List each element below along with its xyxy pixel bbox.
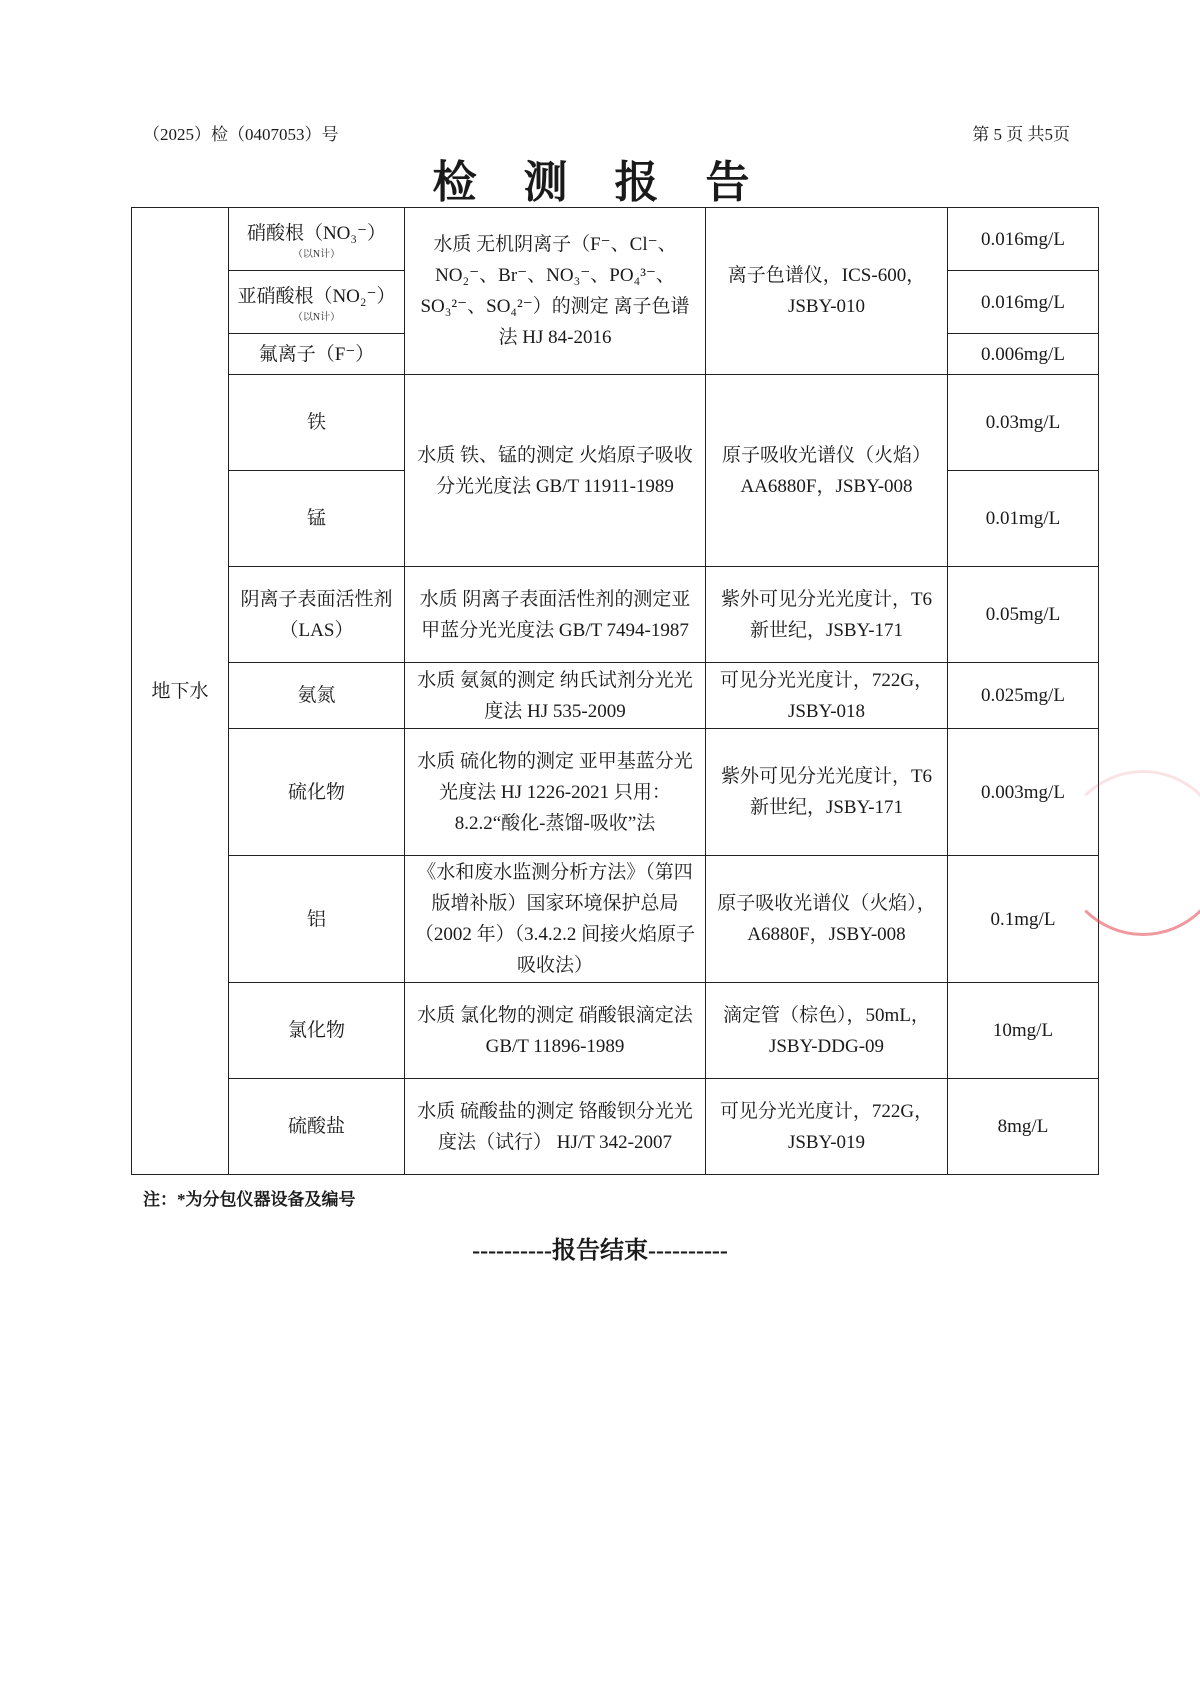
- table-row: [132, 1079, 1099, 1175]
- item-cell: 硫酸盐: [229, 1079, 405, 1175]
- item-cell: 铁: [229, 375, 405, 471]
- category-cell: 地下水: [132, 208, 229, 1175]
- limit-cell: 10mg/L: [948, 983, 1099, 1079]
- instrument-cell: 紫外可见分光光度计，T6 新世纪，JSBY-171: [706, 729, 948, 856]
- item-sub-note: （以N计）: [292, 311, 341, 323]
- table-row: [132, 567, 1099, 663]
- limit-cell: 8mg/L: [948, 1079, 1099, 1175]
- method-cell: 水质 铁、锰的测定 火焰原子吸收分光光度法 GB/T 11911-1989: [405, 375, 706, 567]
- instrument-cell: 原子吸收光谱仪（火焰），A6880F，JSBY-008: [706, 856, 948, 983]
- results-table: [131, 207, 1099, 1175]
- instrument-cell: 离子色谱仪，ICS-600，JSBY-010: [706, 208, 948, 375]
- method-cell: 水质 无机阴离子（F⁻、Cl⁻、NO₂⁻、Br⁻、NO₃⁻、PO₄³⁻、SO₃²⁻、SO₄²⁻）的测定 离子色谱法 HJ 84-2016: [405, 208, 706, 375]
- instrument-cell: 可见分光光度计，722G，JSBY-018: [706, 663, 948, 729]
- limit-cell: 0.016mg/L: [948, 208, 1099, 271]
- method-cell: 水质 氨氮的测定 纳氏试剂分光光度法 HJ 535-2009: [405, 663, 706, 729]
- report-end-marker: ----------报告结束----------: [472, 1238, 728, 1264]
- item-cell: 锰: [229, 471, 405, 567]
- method-cell: 水质 硫化物的测定 亚甲基蓝分光光度法 HJ 1226-2021 只用：8.2.2“酸化-蒸馏-吸收”法: [405, 729, 706, 856]
- item-cell: 铝: [229, 856, 405, 983]
- item-sub-note: （以N计）: [292, 248, 341, 260]
- instrument-cell: 紫外可见分光光度计，T6 新世纪，JSBY-171: [706, 567, 948, 663]
- limit-cell: 0.1mg/L: [948, 856, 1099, 983]
- limit-cell: 0.025mg/L: [948, 663, 1099, 729]
- item-cell: 氯化物: [229, 983, 405, 1079]
- instrument-cell: 原子吸收光谱仪（火焰）AA6880F，JSBY-008: [706, 375, 948, 567]
- table-row: [132, 856, 1099, 983]
- item-cell: [229, 208, 405, 271]
- limit-cell: 0.03mg/L: [948, 375, 1099, 471]
- item-cell: 阴离子表面活性剂（LAS）: [229, 567, 405, 663]
- item-cell: 硫化物: [229, 729, 405, 856]
- limit-cell: 0.05mg/L: [948, 567, 1099, 663]
- method-cell: 水质 硫酸盐的测定 铬酸钡分光光度法（试行） HJ/T 342-2007: [405, 1079, 706, 1175]
- method-cell: 水质 氯化物的测定 硝酸银滴定法 GB/T 11896-1989: [405, 983, 706, 1079]
- item-name: 亚硝酸根（NO₂⁻）: [237, 285, 396, 307]
- page-info: 第 5 页 共5页: [972, 125, 1070, 144]
- item-cell: [229, 271, 405, 334]
- limit-cell: 0.003mg/L: [948, 729, 1099, 856]
- table-row: [132, 375, 1099, 471]
- table-row: [132, 729, 1099, 856]
- report-number: （2025）检（0407053）号: [143, 125, 339, 144]
- footnote: 注：*为分包仪器设备及编号: [143, 1190, 356, 1209]
- item-name: 硝酸根（NO₃⁻）: [246, 222, 387, 244]
- instrument-cell: 可见分光光度计，722G，JSBY-019: [706, 1079, 948, 1175]
- item-cell: 氟离子（F⁻）: [229, 334, 405, 375]
- limit-cell: 0.01mg/L: [948, 471, 1099, 567]
- instrument-cell: 滴定管（棕色），50mL，JSBY-DDG-09: [706, 983, 948, 1079]
- limit-cell: 0.006mg/L: [948, 334, 1099, 375]
- page-title: 检 测 报 告: [432, 158, 768, 207]
- item-cell: 氨氮: [229, 663, 405, 729]
- method-cell: 水质 阴离子表面活性剂的测定亚甲蓝分光光度法 GB/T 7494-1987: [405, 567, 706, 663]
- table-row: [132, 983, 1099, 1079]
- method-cell: 《水和废水监测分析方法》（第四版增补版）国家环境保护总局（2002 年）（3.4.2.2 间接火焰原子吸收法）: [405, 856, 706, 983]
- table-row: [132, 663, 1099, 729]
- limit-cell: 0.016mg/L: [948, 271, 1099, 334]
- table-row: [132, 208, 1099, 271]
